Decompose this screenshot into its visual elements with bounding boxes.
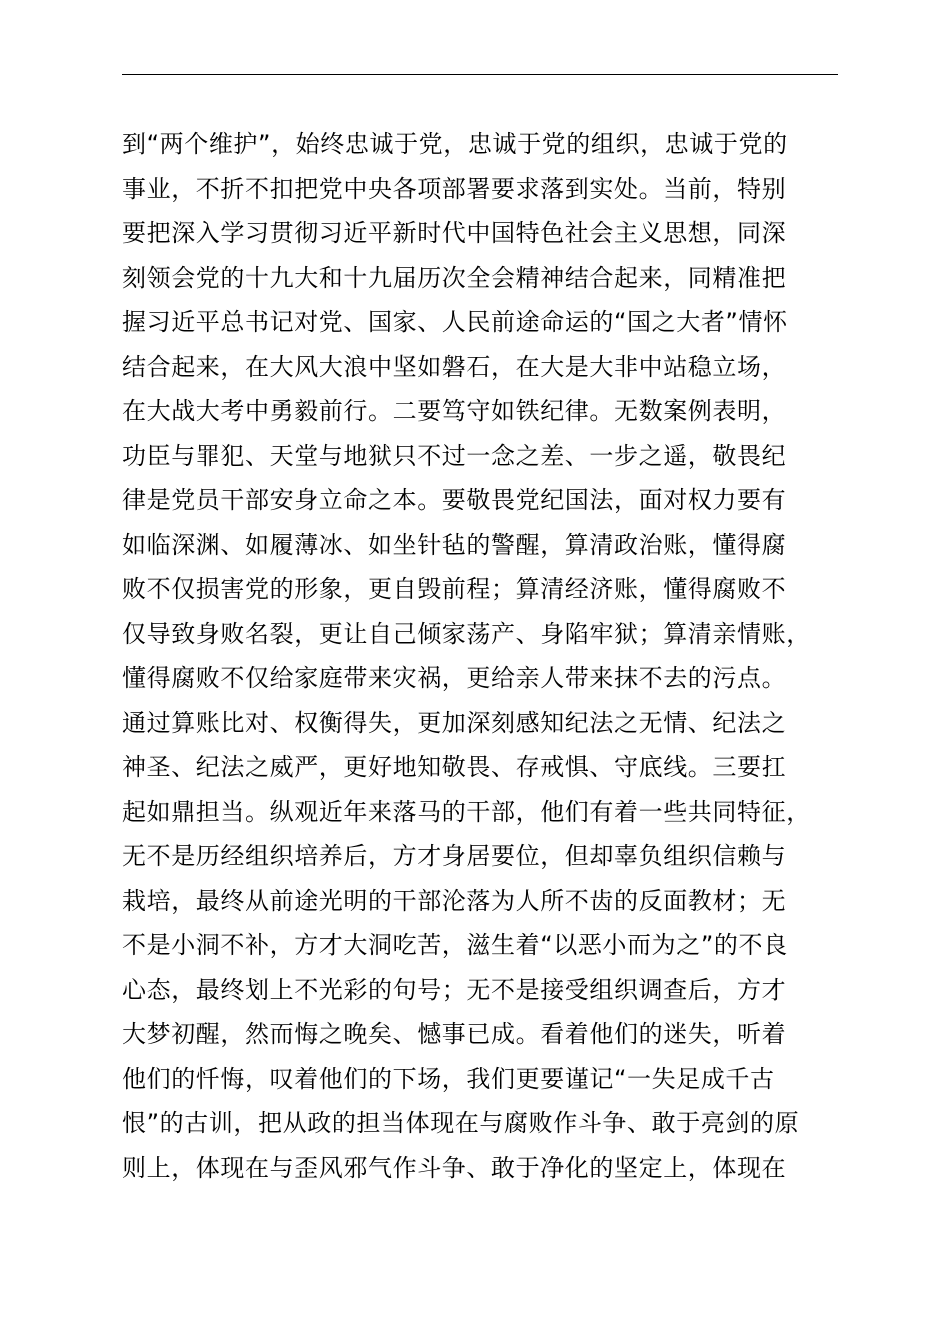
text-line: 他们的忏悔，叹着他们的下场，我们更要谨记“一失足成千古: [122, 1064, 775, 1093]
text-line: 大梦初醒，然而悔之晚矣、憾事已成。看着他们的迷失，听着: [122, 1020, 787, 1048]
text-line: 栽培，最终从前途光明的干部沦落为人所不齿的反面教材；无: [122, 886, 787, 915]
text-line: 要把深入学习贯彻习近平新时代中国特色社会主义思想，同深: [122, 219, 787, 247]
text-line: 懂得腐败不仅给家庭带来灾祸，更给亲人带来抹不去的污点。: [122, 664, 787, 692]
text-line: 功臣与罪犯、天堂与地狱只不过一念之差、一步之遥，敬畏纪: [122, 441, 787, 470]
text-line: 败不仅损害党的形象，更自毁前程；算清经济账，懂得腐败不: [122, 575, 787, 603]
text-line: 仅导致身败名裂，更让自己倾家荡产、身陷牢狱；算清亲情账，: [122, 619, 811, 648]
text-line: 刻领会党的十九大和十九届历次全会精神结合起来，同精准把: [122, 263, 787, 292]
text-line: 结合起来，在大风大浪中坚如磐石，在大是大非中站稳立场，: [122, 352, 787, 381]
text-line: 如临深渊、如履薄冰、如坐针毡的警醒，算清政治账，懂得腐: [122, 530, 787, 559]
body-text: [122, 122, 882, 1190]
text-line: 通过算账比对、权衡得失，更加深刻感知纪法之无情、纪法之: [122, 708, 787, 737]
text-line: 恨”的古训，把从政的担当体现在与腐败作斗争、敢于亮剑的原: [122, 1109, 800, 1137]
text-line: 不是小洞不补，方才大洞吃苦，滋生着“以恶小而为之”的不良: [122, 931, 788, 959]
text-line: 事业，不折不扣把党中央各项部署要求落到实处。当前，特别: [122, 174, 787, 203]
text-line: 则上，体现在与歪风邪气作斗争、敢于净化的坚定上，体现在: [122, 1153, 787, 1182]
text-line: 在大战大考中勇毅前行。二要笃守如铁纪律。无数案例表明，: [122, 397, 787, 425]
text-line: 到“两个维护”，始终忠诚于党，忠诚于党的组织，忠诚于党的: [122, 130, 788, 158]
text-line: 握习近平总书记对党、国家、人民前途命运的“国之大者”情怀: [122, 308, 788, 336]
text-line: 心态，最终划上不光彩的句号；无不是接受组织调查后，方才: [122, 975, 787, 1004]
text-line: 律是党员干部安身立命之本。要敬畏党纪国法，面对权力要有: [122, 486, 787, 514]
text-line: 神圣、纪法之威严，更好地知敬畏、存戒惧、守底线。三要扛: [122, 753, 787, 781]
text-line: 无不是历经组织培养后，方才身居要位，但却辜负组织信赖与: [122, 842, 787, 870]
header-rule: [122, 74, 838, 75]
text-line: 起如鼎担当。纵观近年来落马的干部，他们有着一些共同特征，: [122, 797, 811, 826]
